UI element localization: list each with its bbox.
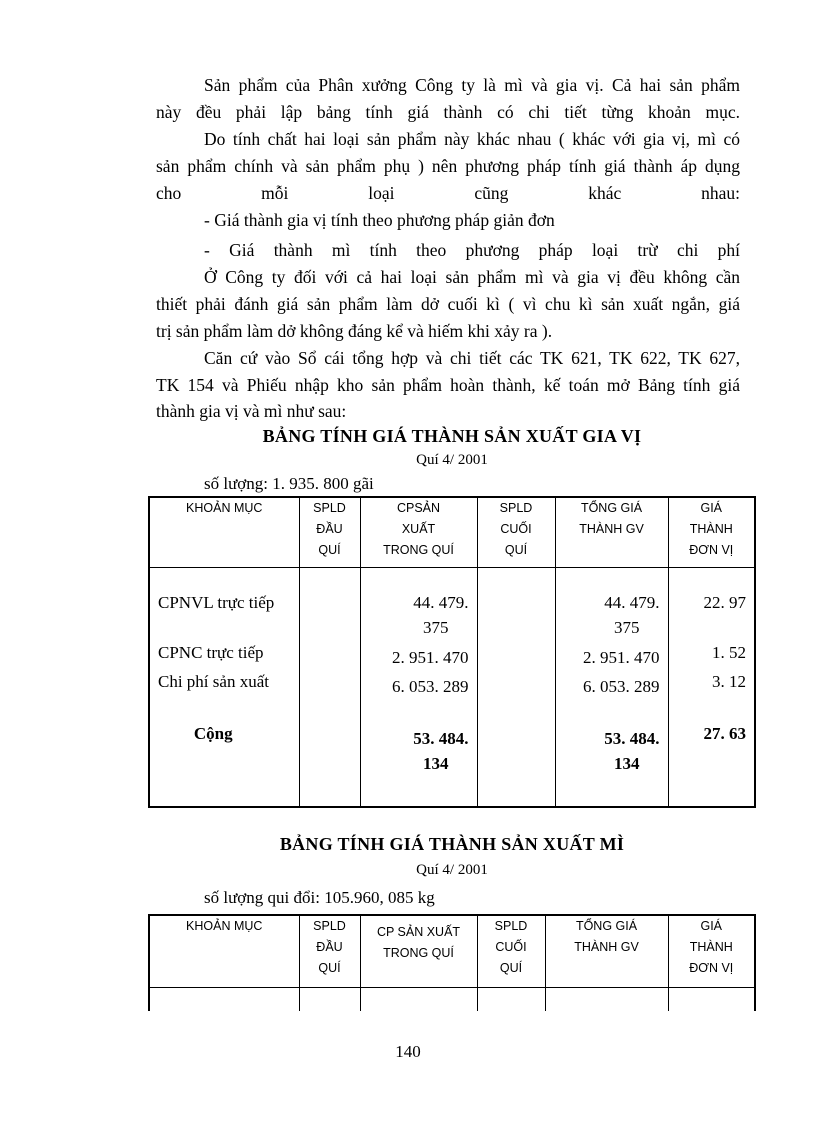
cell-value: 3. 12 bbox=[712, 671, 746, 691]
cell-value: 44. 479. bbox=[413, 592, 469, 612]
paragraph-line: này đều phải lập bảng tính giá thành có chi tiết từng khoản mục. bbox=[156, 102, 740, 122]
total-value: 134 bbox=[423, 753, 449, 773]
paragraph-line: Căn cứ vào Sổ cái tổng hợp và chi tiết các TK 621, TK 622, TK 627, bbox=[204, 348, 740, 368]
cell-value: 375 bbox=[614, 617, 640, 637]
col-tong-gia: TỔNG GIÁ THÀNH GV bbox=[545, 915, 668, 987]
total-label: Cộng bbox=[193, 723, 233, 743]
bullet-line: - Giá thành mì tính theo phương pháp loại trừ chi phí bbox=[204, 240, 740, 260]
table1 bbox=[148, 496, 756, 808]
table1-header-row bbox=[149, 497, 755, 567]
table2-period: Quí 4/ 2001 bbox=[416, 862, 488, 878]
table1-period: Quí 4/ 2001 bbox=[416, 452, 488, 468]
paragraph-line: thành gia vị và mì như sau: bbox=[156, 401, 347, 421]
col-spld-dau: SPLD ĐẦU QUÍ bbox=[299, 915, 360, 987]
paragraph-line: sản phẩm chính và sản phẩm phụ ) nên phương pháp tính giá thành áp dụng bbox=[156, 156, 740, 176]
cell-value: 6. 053. 289 bbox=[392, 676, 469, 696]
table1-quantity: số lượng: 1. 935. 800 gãi bbox=[204, 474, 374, 493]
table2-header-row bbox=[149, 915, 755, 987]
table2 bbox=[148, 914, 756, 1011]
cell-value: 44. 479. bbox=[604, 592, 660, 612]
col-spld-cuoi: SPLD CUỐI QUÍ bbox=[477, 915, 545, 987]
col-gia-don-vi: GIÁ THÀNH ĐƠN VỊ bbox=[668, 915, 755, 987]
col-khoan-muc: KHOẢN MỤC bbox=[149, 915, 299, 987]
row-label: Chi phí sản xuất bbox=[158, 671, 269, 691]
paragraph-line: thiết phải đánh giá sản phẩm làm dở cuối kì ( vì chu kì sản xuất ngắn, giá bbox=[156, 294, 740, 314]
total-value: 53. 484. bbox=[604, 728, 660, 748]
paragraph-line: trị sản phẩm làm dở không đáng kể và hiếm khi xảy ra ). bbox=[156, 321, 553, 341]
cell-value: 375 bbox=[423, 617, 449, 637]
row-label: CPNVL trực tiếp bbox=[158, 592, 275, 612]
paragraph-line: Do tính chất hai loại sản phẩm này khác nhau ( khác với gia vị, mì có bbox=[204, 129, 740, 149]
paragraph-line: Sản phẩm của Phân xưởng Công ty là mì và gia vị. Cả hai sản phẩm bbox=[204, 75, 740, 95]
col-khoan-muc: KHOẢN MỤC bbox=[149, 497, 299, 567]
col-spld-dau: SPLD ĐẦU QUÍ bbox=[299, 497, 360, 567]
col-cp-san-xuat: CPSẢN XUẤT TRONG QUÍ bbox=[360, 497, 477, 567]
col-tong-gia: TỔNG GIÁ THÀNH GV bbox=[555, 497, 668, 567]
table1-title: BẢNG TÍNH GIÁ THÀNH SẢN XUẤT GIA VỊ bbox=[262, 426, 642, 446]
cell-value: 6. 053. 289 bbox=[583, 676, 660, 696]
page-number: 140 bbox=[395, 1042, 421, 1061]
total-value: 27. 63 bbox=[703, 723, 746, 743]
cell-value: 2. 951. 470 bbox=[583, 647, 660, 667]
bullet-line: - Giá thành gia vị tính theo phương pháp giản đơn bbox=[204, 210, 555, 230]
paragraph-line: Ở Công ty đối với cả hai loại sản phẩm mì và gia vị đều không cần bbox=[204, 267, 740, 287]
paragraph-line: cho mỗi loại cũng khác nhau: bbox=[156, 183, 740, 203]
total-value: 134 bbox=[614, 753, 640, 773]
col-spld-cuoi: SPLD CUỐI QUÍ bbox=[477, 497, 555, 567]
table-row bbox=[149, 987, 755, 1011]
table2-title: BẢNG TÍNH GIÁ THÀNH SẢN XUẤT MÌ bbox=[279, 834, 625, 854]
cell-value: 22. 97 bbox=[703, 592, 746, 612]
table-row bbox=[149, 567, 755, 807]
col-cp-san-xuat: CP SẢN XUẤT TRONG QUÍ bbox=[360, 915, 477, 987]
col-gia-don-vi: GIÁ THÀNH ĐƠN VỊ bbox=[668, 497, 755, 567]
table2-quantity: số lượng qui đổi: 105.960, 085 kg bbox=[204, 888, 435, 907]
cell-value: 1. 52 bbox=[712, 642, 746, 662]
row-label: CPNC trực tiếp bbox=[158, 642, 264, 662]
cell-value: 2. 951. 470 bbox=[392, 647, 469, 667]
paragraph-line: TK 154 và Phiếu nhập kho sản phẩm hoàn thành, kế toán mở Bảng tính giá bbox=[156, 375, 740, 395]
total-value: 53. 484. bbox=[413, 728, 469, 748]
